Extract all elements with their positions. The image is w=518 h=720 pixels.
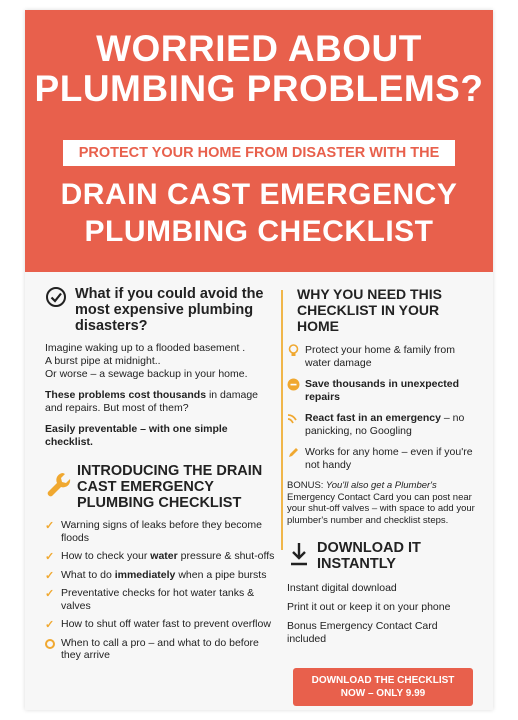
checkmark-icon: ✓ — [45, 520, 55, 532]
download-details: Instant digital download Print it out or keep it on your phone Bonus Emergency Contact Card included — [287, 582, 451, 645]
coin-icon — [287, 378, 300, 391]
checkmark-icon: ✓ — [45, 619, 55, 631]
lightbulb-icon — [287, 344, 300, 357]
download-heading: DOWNLOAD IT INSTANTLY — [287, 540, 477, 572]
list-item: Works for any home – even if you're not handy — [287, 446, 477, 471]
checkmark-icon: ✓ — [45, 588, 55, 600]
product-title-line-2: PLUMBING CHECKLIST — [84, 215, 434, 248]
ring-bullet-icon — [45, 639, 55, 649]
checkmark-icon: ✓ — [45, 569, 55, 582]
list-item: ✓ How to shut off water fast to prevent overflow — [45, 618, 271, 631]
download-checklist-button[interactable]: DOWNLOAD THE CHECKLIST NOW – ONLY 9.99 — [293, 668, 473, 706]
list-item: ✓ Preventative checks for hot water tanks & valves — [45, 587, 255, 612]
preventable-paragraph: Easily preventable – with one simple checklist. — [45, 423, 228, 448]
flyer — [25, 10, 493, 710]
product-title-line-1: DRAIN CAST EMERGENCY — [60, 178, 458, 211]
right-column — [287, 286, 477, 652]
list-item: Protect your home & family from water damage — [287, 344, 477, 369]
list-item: ✓ What to do immediately when a pipe bursts — [45, 568, 267, 582]
question-heading: What if you could avoid the most expensive plumbing disasters? — [45, 286, 277, 334]
headline-line-2: PLUMBING PROBLEMS? — [34, 68, 484, 109]
checkmark-icon: ✓ — [45, 551, 55, 563]
pencil-icon — [287, 446, 300, 459]
cost-paragraph: These problems cost thousands in damage and repairs. But most of them? — [45, 389, 258, 414]
checklist-features — [45, 519, 277, 662]
headline-line-1: WORRIED ABOUT — [96, 28, 422, 69]
list-item: ✓ How to check your water pressure & shut-offs — [45, 550, 275, 563]
column-divider — [281, 290, 283, 550]
check-circle-icon — [45, 286, 67, 308]
list-item: When to call a pro – and what to do before they arrive — [45, 637, 277, 662]
wrench-icon — [45, 471, 71, 499]
alert-wave-icon — [287, 412, 300, 425]
list-item: React fast in an emergency – no panicking, no Googling — [287, 412, 477, 437]
subheadline-bar: PROTECT YOUR HOME FROM DISASTER WITH THE — [63, 140, 455, 166]
list-item: Save thousands in unexpected repairs — [287, 378, 477, 403]
benefits-list — [287, 344, 477, 471]
bonus-text: BONUS: You'll also get a Plumber's Emergency Contact Card you can post near your shut-off valves – with space to add your plumber's number and checklist steps. — [287, 480, 475, 526]
why-heading: WHY YOU NEED THIS CHECKLIST IN YOUR HOME — [297, 286, 442, 334]
download-icon — [289, 541, 309, 567]
hero-banner — [25, 10, 493, 272]
left-column — [45, 286, 277, 668]
list-item: ✓ Warning signs of leaks before they become floods — [45, 519, 262, 544]
intro-paragraph: Imagine waking up to a flooded basement . A burst pipe at midnight.. Or worse – a sewage backup in your home. — [45, 342, 248, 380]
introducing-heading: INTRODUCING THE DRAIN CAST EMERGENCY PLUMBING CHECKLIST — [45, 463, 277, 511]
